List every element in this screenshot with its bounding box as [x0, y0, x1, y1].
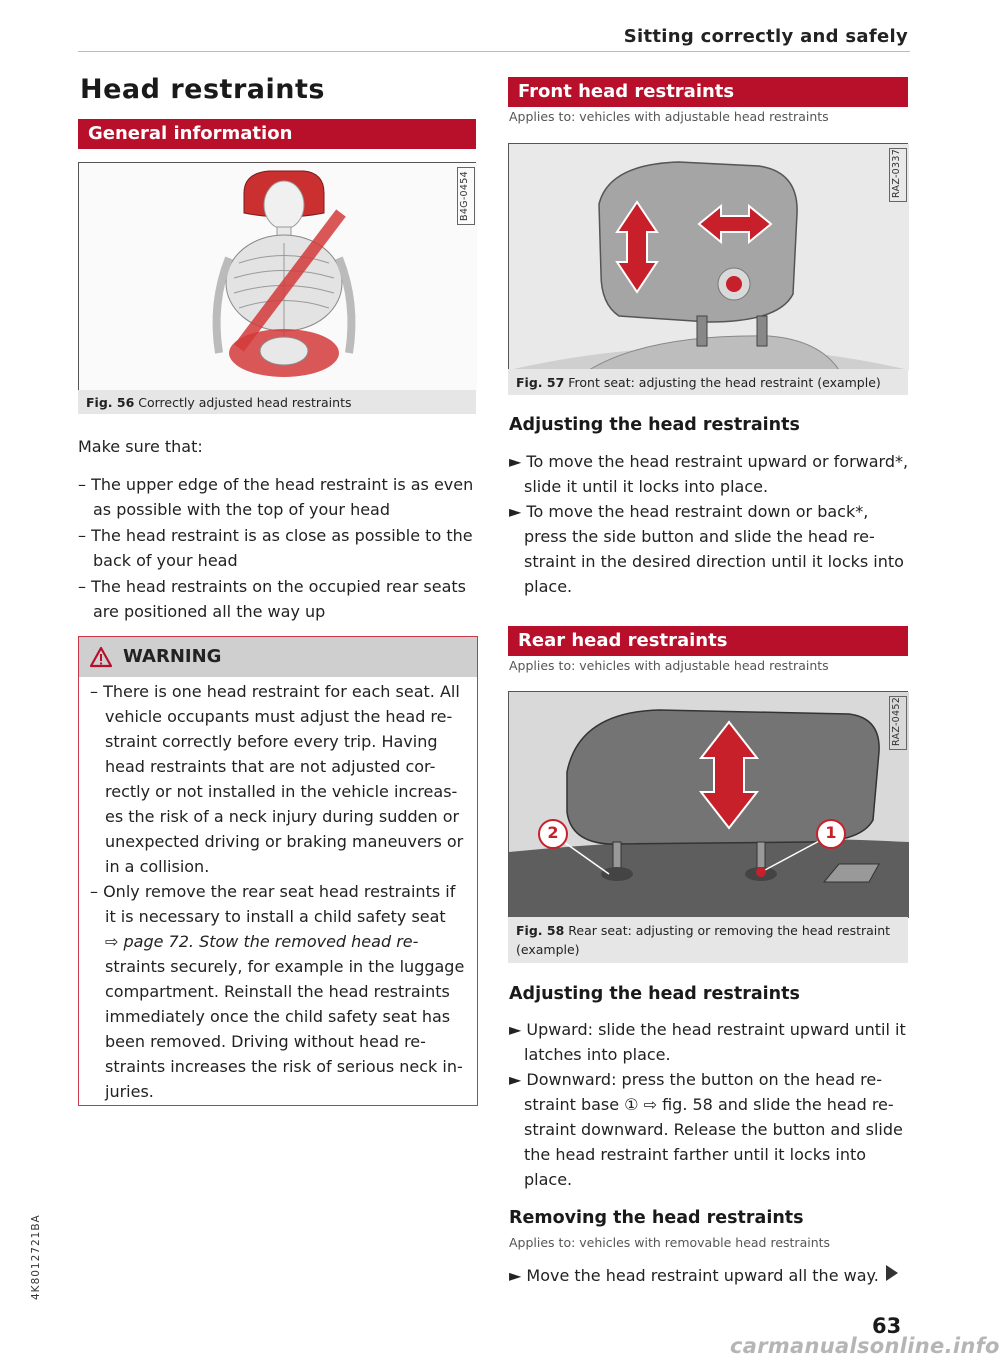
- figure-57-caption: [508, 369, 908, 395]
- page-reference-link[interactable]: ⇨ page 72. Stow the removed head re-: [105, 932, 419, 951]
- step-item: latches into place.: [524, 1045, 671, 1064]
- step-item: ► Upward: slide the head restraint upward until it: [509, 1020, 906, 1039]
- page-number: 63: [872, 1314, 902, 1338]
- step-item: ► To move the head restraint upward or forward*,: [509, 452, 909, 471]
- applies-to-text: Applies to: vehicles with adjustable head restraints: [509, 658, 829, 673]
- step-item: straint downward. Release the button and slide: [524, 1120, 903, 1139]
- warning-header: [79, 637, 477, 677]
- list-item: – The head restraints on the occupied rear seats: [78, 577, 467, 596]
- caption-text: Front seat: adjusting the head restraint (example): [568, 375, 881, 390]
- warning-line: unexpected driving or braking maneuvers or: [105, 832, 464, 851]
- rear-head-restraint-illustration: [509, 692, 909, 918]
- applies-to-text: Applies to: vehicles with removable head restraints: [509, 1235, 831, 1250]
- step-item: place.: [524, 577, 573, 596]
- document-code: 4K8012721BA: [30, 1214, 42, 1300]
- caption-label: Fig. 57: [516, 375, 565, 390]
- warning-line: – Only remove the rear seat head restraints if: [90, 882, 456, 901]
- figure-56-caption: [78, 390, 476, 414]
- warning-line: es the risk of a neck injury during sudden or: [105, 807, 460, 826]
- figure-code: RAZ-0337: [891, 148, 902, 198]
- figure-57: [508, 143, 908, 369]
- header-divider: [78, 51, 910, 52]
- continue-arrow-icon: [886, 1265, 898, 1281]
- warning-line: straints increases the risk of serious neck in-: [105, 1057, 463, 1076]
- figure-code: B4G-0454: [459, 171, 470, 221]
- warning-line: – There is one head restraint for each seat. All: [90, 682, 460, 701]
- step-item: ► Move the head restraint upward all the way.: [509, 1266, 879, 1285]
- warning-title: WARNING: [123, 646, 222, 667]
- subhead-adjusting: Adjusting the head restraints: [509, 415, 800, 435]
- section-title-front-head-restraints: Front head restraints: [508, 77, 908, 107]
- warning-line: vehicle occupants must adjust the head re-: [105, 707, 453, 726]
- warning-line: been removed. Driving without head re-: [105, 1032, 426, 1051]
- list-item: as possible with the top of your head: [93, 500, 391, 519]
- section-title-rear-head-restraints: Rear head restraints: [508, 626, 908, 656]
- step-item: press the side button and slide the head re-: [524, 527, 875, 546]
- figure-58: [508, 691, 908, 917]
- figure-58-caption: [508, 917, 908, 963]
- warning-line: head restraints that are not adjusted cor-: [105, 757, 436, 776]
- step-item: ► To move the head restraint down or back*,: [509, 502, 869, 521]
- list-item: are positioned all the way up: [93, 602, 326, 621]
- warning-triangle-icon: [89, 646, 113, 668]
- skeleton-illustration: [79, 163, 477, 391]
- watermark: carmanualsonline.info: [730, 1334, 1000, 1358]
- warning-line: in a collision.: [105, 857, 210, 876]
- intro-text: Make sure that:: [78, 437, 203, 456]
- front-head-restraint-illustration: [509, 144, 909, 370]
- step-item: place.: [524, 1170, 573, 1189]
- caption-label: Fig. 58: [516, 923, 565, 938]
- warning-line: immediately once the child safety seat has: [105, 1007, 451, 1026]
- step-item: slide it until it locks into place.: [524, 477, 769, 496]
- step-item: the head restraint farther until it locks into: [524, 1145, 867, 1164]
- warning-line: straints securely, for example in the luggage: [105, 957, 465, 976]
- page-title: Head restraints: [80, 74, 325, 105]
- warning-line: it is necessary to install a child safety seat: [105, 907, 446, 926]
- section-title-general-information: General information: [78, 119, 476, 149]
- subhead-removing: Removing the head restraints: [509, 1208, 804, 1228]
- callout-1: 1: [825, 823, 837, 842]
- callout-2: 2: [547, 823, 559, 842]
- warning-line: straint correctly before every trip. Having: [105, 732, 438, 751]
- running-head: Sitting correctly and safely: [623, 26, 908, 47]
- caption-text: (example): [516, 942, 580, 957]
- figure-code: RAZ-0452: [891, 696, 902, 746]
- applies-to-text: Applies to: vehicles with adjustable head restraints: [509, 109, 829, 124]
- figure-56: [78, 162, 476, 390]
- caption-text: Correctly adjusted head restraints: [138, 395, 352, 410]
- warning-line: juries.: [105, 1082, 154, 1101]
- step-item: straint in the desired direction until it locks into: [524, 552, 904, 571]
- warning-line: compartment. Reinstall the head restraints: [105, 982, 450, 1001]
- subhead-adjusting: Adjusting the head restraints: [509, 984, 800, 1004]
- list-item: – The upper edge of the head restraint is as even: [78, 475, 474, 494]
- step-item: straint base ① ⇨ fig. 58 and slide the head re-: [524, 1095, 894, 1114]
- list-item: – The head restraint is as close as possible to the: [78, 526, 473, 545]
- step-item: ► Downward: press the button on the head re-: [509, 1070, 882, 1089]
- list-item: back of your head: [93, 551, 238, 570]
- caption-text: Rear seat: adjusting or removing the head restraint: [568, 923, 891, 938]
- warning-line: rectly or not installed in the vehicle increas-: [105, 782, 458, 801]
- caption-label: Fig. 56: [86, 395, 135, 410]
